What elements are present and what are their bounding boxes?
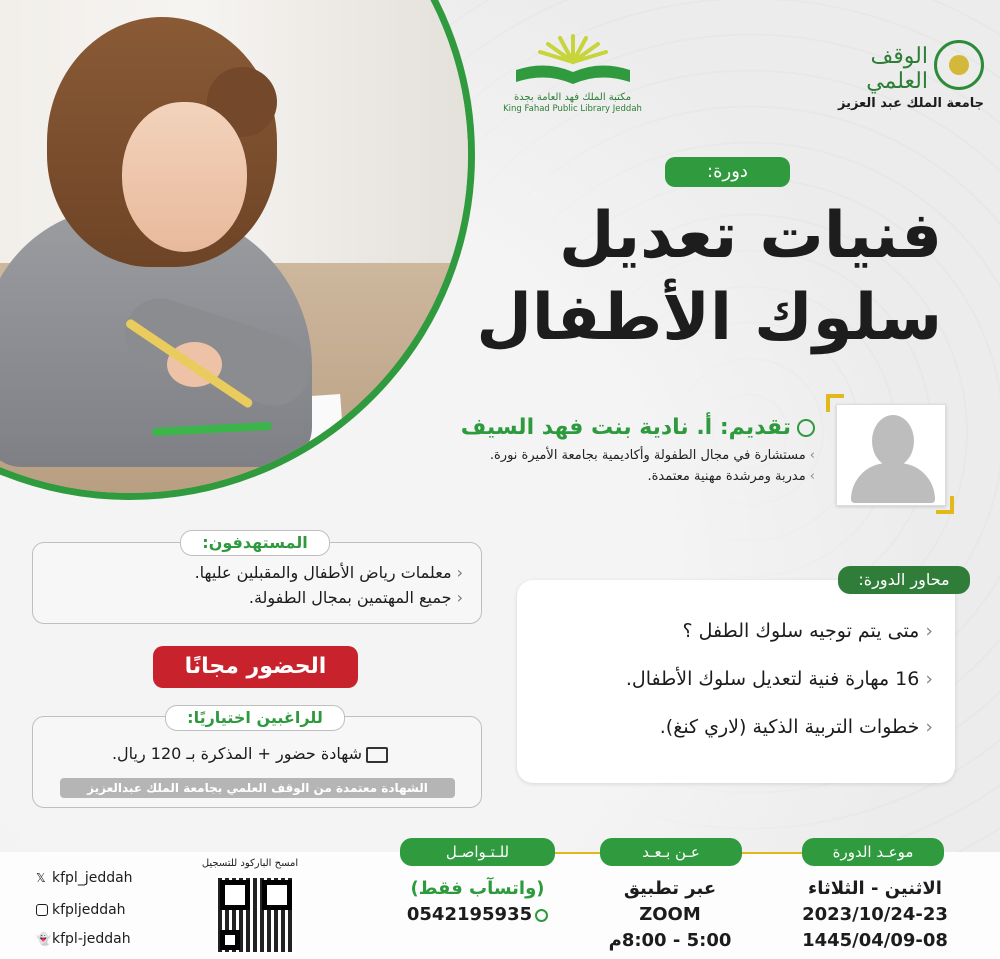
person-silhouette-icon <box>872 415 914 467</box>
schedule-days: الاثنين - الثلاثاء <box>808 878 942 899</box>
optional-label: للراغبين اختياريًا: <box>165 705 345 731</box>
schedule-label: موعـد الدورة <box>802 838 944 866</box>
topic-item: ‹ متى يتم توجيه سلوك الطفل ؟ <box>517 620 933 642</box>
contact-phone-row[interactable] <box>385 902 570 928</box>
remote-time: 5:00 - 8:00م <box>608 930 732 951</box>
qr-label: امسح الباركود للتسجيل <box>201 858 299 869</box>
whatsapp-icon <box>535 909 548 922</box>
schedule-info <box>780 876 970 954</box>
snapchat-icon: 👻 <box>36 932 51 946</box>
certificate-icon <box>366 747 388 763</box>
topics-label: محاور الدورة: <box>838 566 970 594</box>
waqf-emblem-icon <box>934 40 984 90</box>
registration-qr-code[interactable] <box>216 876 296 954</box>
presenter-name-row <box>375 415 815 440</box>
audience-item: ‹ جميع المهتمين بمجال الطفولة. <box>33 588 463 607</box>
topics-box <box>517 580 955 783</box>
optional-text-row <box>60 744 440 763</box>
contact-note: (واتسآب فقط) <box>410 878 545 899</box>
kfpl-arabic-name: مكتبة الملك فهد العامة بجدة <box>513 92 632 103</box>
optional-text: شهادة حضور + المذكرة بـ 120 ريال. <box>111 744 363 763</box>
topic-item: ‹ 16 مهارة فنية لتعديل سلوك الأطفال. <box>517 668 933 690</box>
waqf-name: الوقف العلمي <box>866 44 928 94</box>
kau-waqf-logo <box>812 38 984 118</box>
microphone-icon <box>797 419 815 437</box>
presenter-bullets <box>375 448 815 484</box>
title-line-1: فنيات تعديل <box>558 199 942 273</box>
social-snapchat[interactable] <box>36 931 131 947</box>
certificate-note: الشهادة معتمدة من الوقف العلمي بجامعة الملك عبدالعزيز <box>60 778 455 798</box>
social-x-handle: kfpl_jeddah <box>52 870 133 886</box>
free-attendance-badge: الحضور مجانًا <box>153 646 358 688</box>
kau-name: جامعة الملك عبد العزيز <box>838 96 984 111</box>
social-x[interactable] <box>36 870 133 886</box>
frame-corner <box>936 496 954 514</box>
audience-label: المستهدفون: <box>180 530 330 556</box>
schedule-gregorian: 2023/10/24-23 <box>802 904 948 925</box>
topic-item: ‹ خطوات التربية الذكية (لاري كنغ). <box>517 716 933 738</box>
presenter-name: تقديم: أ. نادية بنت فهد السيف <box>460 415 791 440</box>
presenter-section <box>375 415 815 490</box>
contact-info <box>385 876 570 928</box>
remote-label: عـن بـعـد <box>600 838 742 866</box>
remote-line2: ZOOM <box>639 904 701 925</box>
course-title <box>462 195 942 359</box>
contact-phone: 0542195935 <box>406 904 533 925</box>
social-snapchat-handle: kfpl-jeddah <box>52 931 131 947</box>
audience-item: ‹ معلمات رياض الأطفال والمقبلين عليها. <box>33 563 463 582</box>
presenter-bullet: › مدربة ومرشدة مهنية معتمدة. <box>375 469 815 484</box>
presenter-bullet: › مستشارة في مجال الطفولة وأكاديمية بجامعة الأميرة نورة. <box>375 448 815 463</box>
schedule-hijri: 1445/04/09-08 <box>802 930 948 951</box>
remote-info <box>580 876 760 954</box>
x-icon: 𝕏 <box>36 871 46 885</box>
social-instagram-handle: kfpljeddah <box>52 902 126 918</box>
kfpl-logo <box>500 32 645 127</box>
instagram-icon <box>36 904 48 916</box>
contact-label: للـتـواصـل <box>400 838 555 866</box>
remote-line1: عبر تطبيق <box>623 878 717 899</box>
social-instagram[interactable] <box>36 902 126 918</box>
presenter-avatar <box>836 404 946 506</box>
kfpl-english-name: King Fahad Public Library Jeddah <box>503 104 642 114</box>
title-line-2: سلوك الأطفال <box>476 281 942 355</box>
course-label: دورة: <box>665 157 790 187</box>
book-sun-icon <box>508 32 638 90</box>
